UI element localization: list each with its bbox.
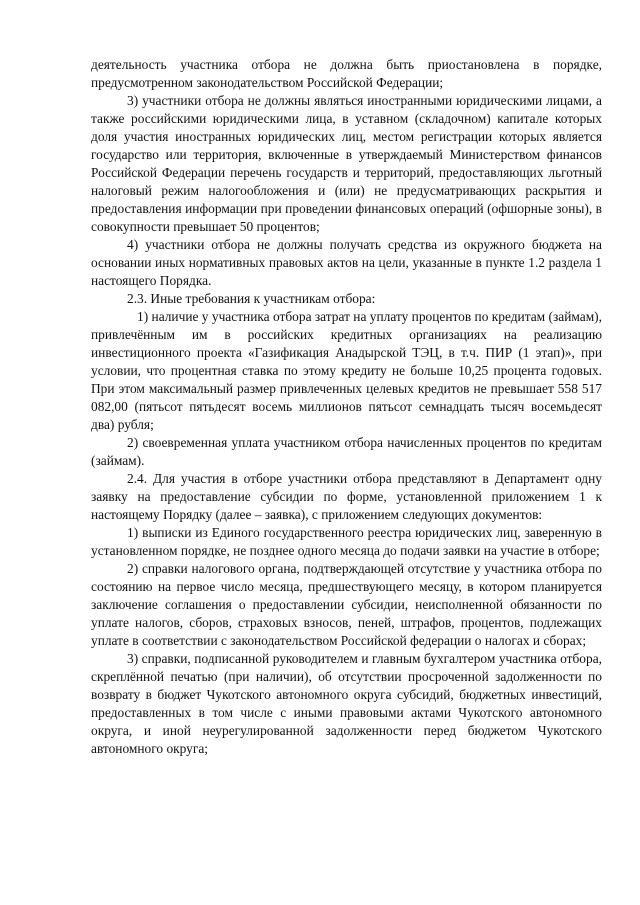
paragraph-2-4-item-3: 3) справки, подписанной руководителем и главным бухгалтером участника отбора, скреплённой печатью (при наличии), об отсутствии просроченной задолженности по возврату в бюджет Чукотского автономного округа субсидий, бюджетных инвестиций, предоставленных в том числе с иными правовыми актами Чукотского автономного округа, и иной неурегулированной задолженности перед бюджетом Чукотского автономного округа; [91,651,602,756]
paragraph-2-4-item-1: 1) выписки из Единого государственного реестра юридических лиц, заверенную в установленном порядке, не позднее одного месяца до подачи заявки на участие в отборе; [91,525,602,558]
section-2-3-heading: 2.3. Иные требования к участникам отбора: [127,291,376,306]
paragraph-2-3-item-1: 1) наличие у участника отбора затрат на уплату процентов по кредитам (займам), привлечённым им в российских кредитных организациях на реализацию инвестиционного проекта «Газификация Анадырской ТЭЦ, в т.ч. ПИР (1 этап)», при условии, что процентная ставка по этому кредиту не больше 10,25 процента годовых. При этом максимальный размер привлеченных целевых кредитов не превышает 558 517 082,00 (пятьсот пятьдесят восемь миллионов пятьсот семнадцать тысяч восемьдесят два) рубля; [91,309,602,432]
paragraph-2-3-item-2: 2) своевременная уплата участником отбора начисленных процентов по кредитам (займам). [91,435,602,468]
document-page [91,56,602,758]
paragraph-item-3: 3) участники отбора не должны являться иностранными юридическими лицами, а также российскими юридическими лица, в уставном (складочном) капитале которых доля участия иностранных юридических лиц, местом регистрации которых является государство или территория, включенные в утверждаемый Министерством финансов Российской Федерации перечень государств и территорий, предоставляющих льготный налоговый режим налогообложения и (или) не предусматривающих раскрытия и предоставления информации при проведении финансовых операций (офшорные зоны), в совокупности превышает 50 процентов; [91,93,602,234]
paragraph-continuation: деятельность участника отбора не должна быть приостановлена в порядке, предусмотренном законодательством Российской Федерации; [91,57,602,90]
paragraph-2-4-item-2: 2) справки налогового органа, подтверждающей отсутствие у участника отбора по состоянию на первое число месяца, предшествующего месяцу, в котором планируется заключение соглашения о предоставлении субсидии, неисполненной обязанности по уплате налогов, сборов, страховых взносов, пеней, штрафов, процентов, подлежащих уплате в соответствии с законодательством Российской федерации о налогах и сборах; [91,561,602,648]
section-2-4-paragraph: 2.4. Для участия в отборе участники отбора представляют в Департамент одну заявку на предоставление субсидии по форме, установленной приложением 1 к настоящему Порядку (далее – заявка), с приложением следующих документов: [91,471,602,522]
paragraph-item-4: 4) участники отбора не должны получать средства из окружного бюджета на основании иных нормативных правовых актов на цели, указанные в пункте 1.2 раздела 1 настоящего Порядка. [91,237,602,288]
